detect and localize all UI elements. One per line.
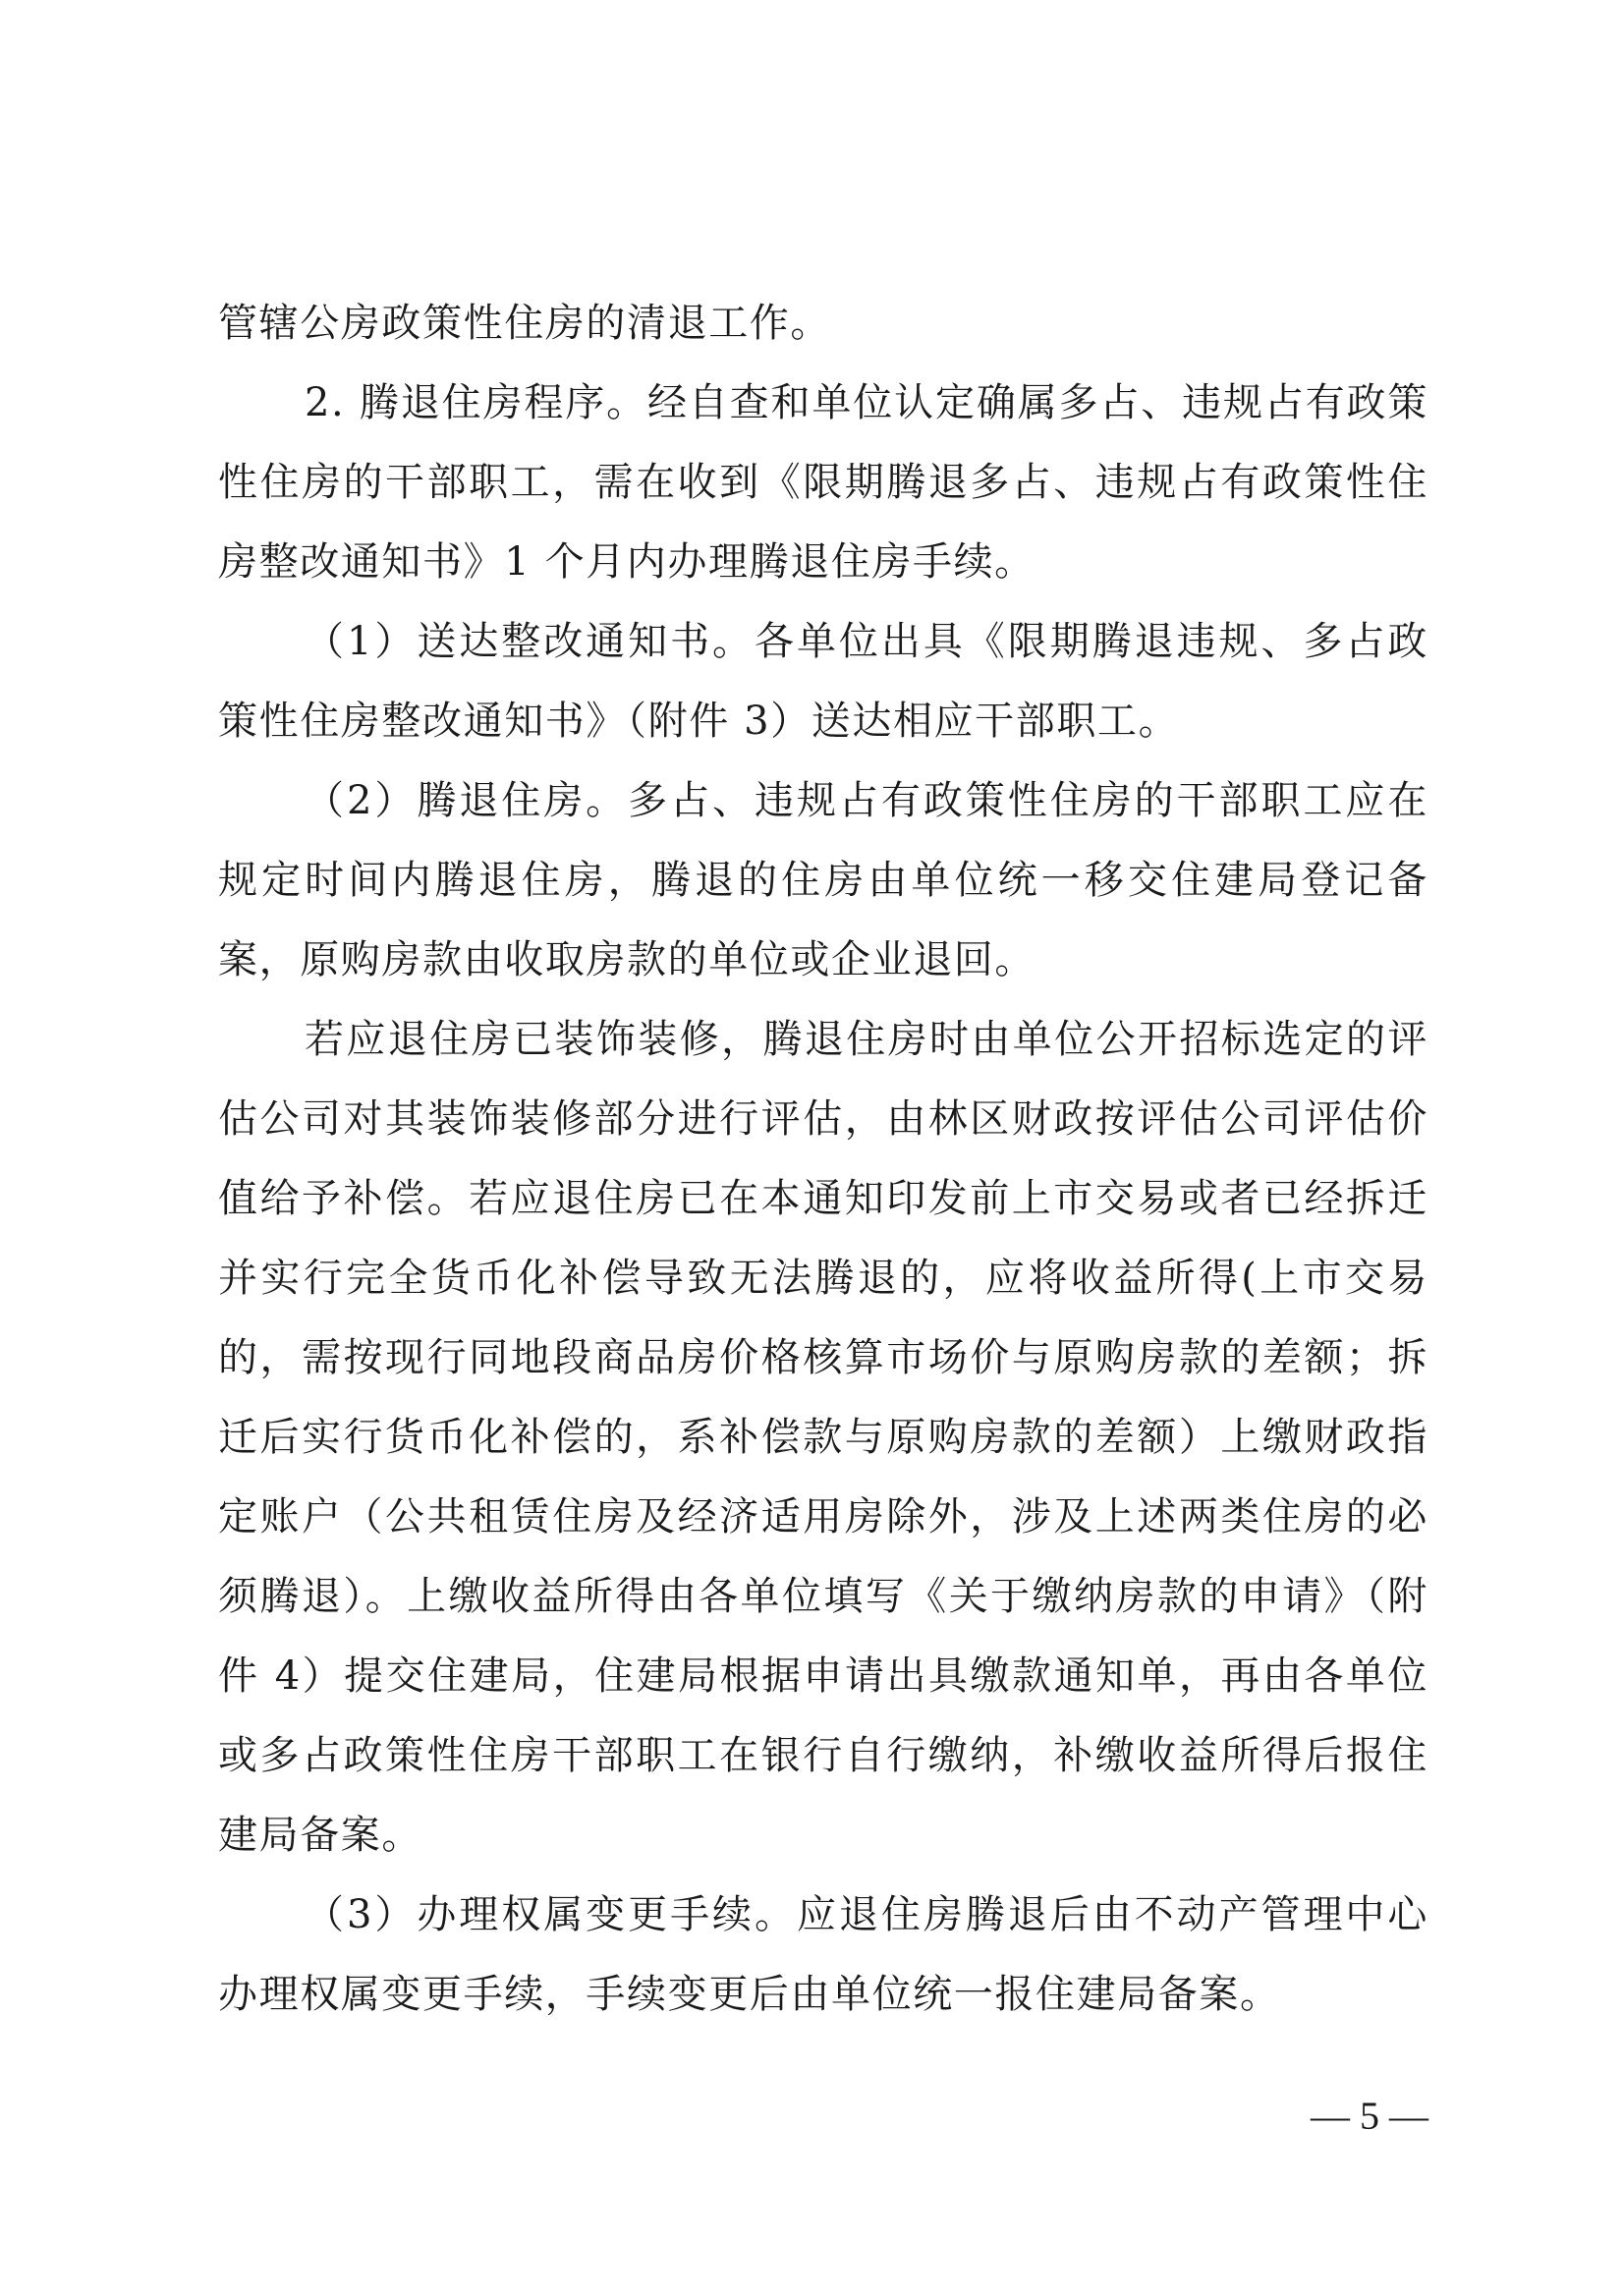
paragraph-decoration-compensation: 若应退住房已装饰装修，腾退住房时由单位公开招标选定的评估公司对其装饰装修部分进行评估，由林区财政按评估公司评估价值给予补偿。若应退住房已在本通知印发前上市交易或者已经拆迁并实行完全货币化补偿导致无法腾退的，应将收益所得(上市交易的，需按现行同地段商品房价格核算市场价与原购房款的差额；拆迁后实行货币化补偿的，系补偿款与原购房款的差额）上缴财政指定账户（公共租赁住房及经济适用房除外，涉及上述两类住房的必须腾退）。上缴收益所得由各单位填写《关于缴纳房款的申请》（附件 4）提交住建局，住建局根据申请出具缴款通知单，再由各单位或多占政策性住房干部职工在银行自行缴纳，补缴收益所得后报住建局备案。 [218, 1017, 1428, 1858]
paragraph-continuation: 管辖公房政策性住房的清退工作。 [218, 301, 831, 346]
paragraph-vacate-procedure: 2. 腾退住房程序。经自查和单位认定确属多占、违规占有政策性住房的干部职工，需在收到《限期腾退多占、违规占有政策性住房整改通知书》1 个月内办理腾退住房手续。 [218, 380, 1428, 585]
paragraph-deliver-notice: （1）送达整改通知书。各单位出具《限期腾退违规、多占政策性住房整改通知书》（附件 3）送达相应干部职工。 [218, 619, 1428, 744]
paragraph-ownership-change: （3）办理权属变更手续。应退住房腾退后由不动产管理中心办理权属变更手续，手续变更后由单位统一报住建局备案。 [218, 1892, 1428, 2017]
paragraph-vacate-housing: （2）腾退住房。多占、违规占有政策性住房的干部职工应在规定时间内腾退住房，腾退的住房由单位统一移交住建局登记备案，原购房款由收取房款的单位或企业退回。 [218, 778, 1428, 982]
page-number: — 5 — [1311, 2094, 1428, 2138]
document-body [218, 284, 1428, 2035]
